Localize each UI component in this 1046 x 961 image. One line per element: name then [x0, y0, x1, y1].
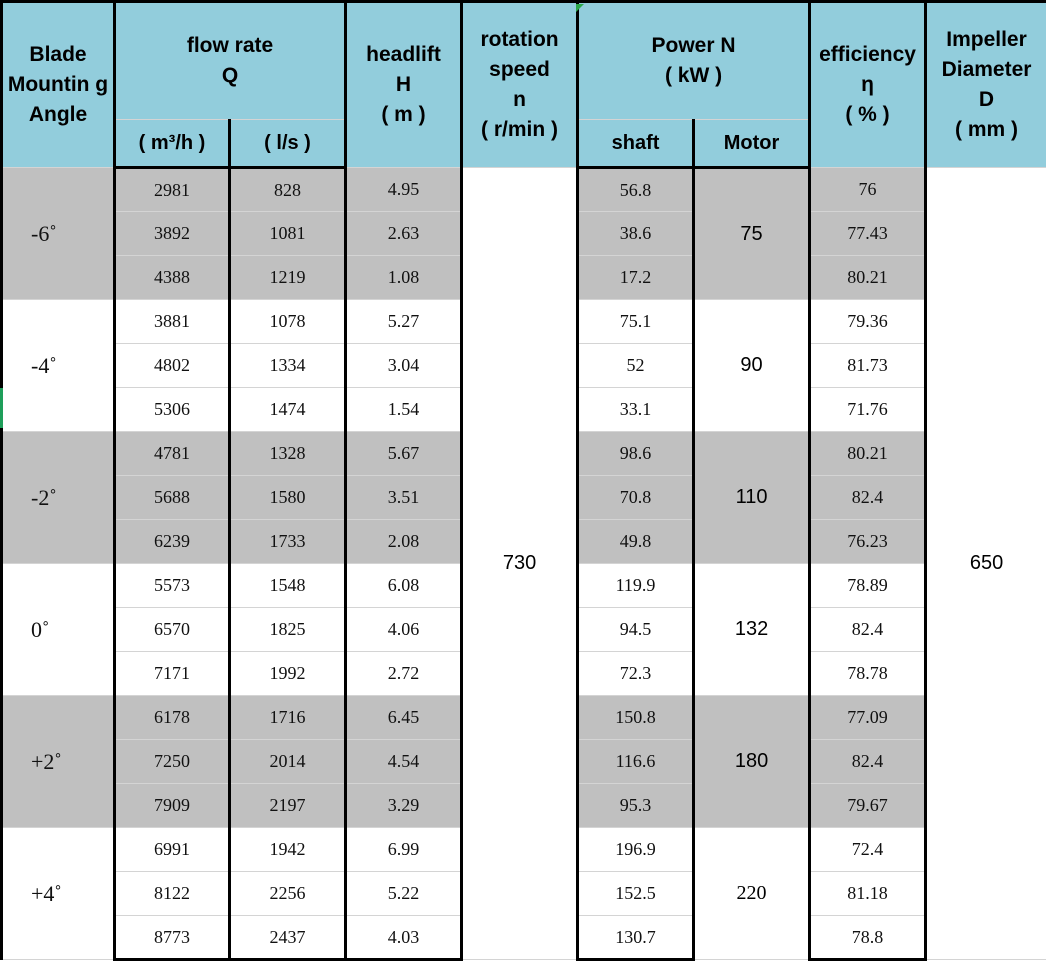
flow-ls-cell[interactable]: 828 — [230, 168, 346, 212]
shaft-power-cell[interactable]: 95.3 — [578, 784, 694, 828]
flow-ls-cell[interactable]: 1219 — [230, 256, 346, 300]
flow-ls-cell[interactable]: 2437 — [230, 916, 346, 960]
flow-ls-cell[interactable]: 1078 — [230, 300, 346, 344]
table-row — [2, 168, 1046, 212]
flow-m3h-cell[interactable]: 4802 — [115, 344, 230, 388]
shaft-power-cell[interactable]: 17.2 — [578, 256, 694, 300]
flow-m3h-cell[interactable]: 8122 — [115, 872, 230, 916]
motor-power-cell[interactable]: 220 — [694, 828, 810, 960]
flow-ls-cell[interactable]: 1992 — [230, 652, 346, 696]
flow-m3h-cell[interactable]: 3881 — [115, 300, 230, 344]
blade-angle-cell[interactable]: -6˚ — [2, 168, 115, 300]
shaft-power-cell[interactable]: 52 — [578, 344, 694, 388]
flow-ls-cell[interactable]: 2256 — [230, 872, 346, 916]
headlift-cell[interactable]: 3.51 — [346, 476, 462, 520]
headlift-cell[interactable]: 4.95 — [346, 168, 462, 212]
shaft-power-cell[interactable]: 196.9 — [578, 828, 694, 872]
efficiency-cell[interactable]: 79.67 — [810, 784, 926, 828]
header-shaft[interactable]: shaft — [578, 120, 694, 168]
flow-m3h-cell[interactable]: 5688 — [115, 476, 230, 520]
shaft-power-cell[interactable]: 56.8 — [578, 168, 694, 212]
flow-ls-cell[interactable]: 1580 — [230, 476, 346, 520]
headlift-cell[interactable]: 2.63 — [346, 212, 462, 256]
header-unit-m3h[interactable]: ( m³/h ) — [115, 120, 230, 168]
efficiency-cell[interactable]: 82.4 — [810, 476, 926, 520]
shaft-power-cell[interactable]: 98.6 — [578, 432, 694, 476]
motor-power-cell[interactable]: 180 — [694, 696, 810, 828]
motor-power-cell[interactable]: 110 — [694, 432, 810, 564]
headlift-cell[interactable]: 2.08 — [346, 520, 462, 564]
comment-indicator-icon — [576, 4, 584, 12]
flow-ls-cell[interactable]: 1942 — [230, 828, 346, 872]
headlift-cell[interactable]: 4.06 — [346, 608, 462, 652]
header-motor[interactable]: Motor — [694, 120, 810, 168]
efficiency-cell[interactable]: 82.4 — [810, 740, 926, 784]
shaft-power-cell[interactable]: 116.6 — [578, 740, 694, 784]
flow-ls-cell[interactable]: 1081 — [230, 212, 346, 256]
efficiency-cell[interactable]: 81.73 — [810, 344, 926, 388]
efficiency-cell[interactable]: 82.4 — [810, 608, 926, 652]
header-impeller-diameter[interactable]: Impeller Diameter D ( mm ) — [926, 2, 1046, 168]
headlift-cell[interactable]: 1.08 — [346, 256, 462, 300]
flow-ls-cell[interactable]: 1334 — [230, 344, 346, 388]
flow-m3h-cell[interactable]: 5573 — [115, 564, 230, 608]
headlift-cell[interactable]: 6.08 — [346, 564, 462, 608]
header-rotation-speed[interactable]: rotation speed n ( r/min ) — [462, 2, 578, 168]
motor-power-cell[interactable]: 75 — [694, 168, 810, 300]
headlift-cell[interactable]: 6.99 — [346, 828, 462, 872]
flow-m3h-cell[interactable]: 2981 — [115, 168, 230, 212]
header-headlift[interactable]: headlift H ( m ) — [346, 2, 462, 168]
efficiency-cell[interactable]: 80.21 — [810, 256, 926, 300]
efficiency-cell[interactable]: 76.23 — [810, 520, 926, 564]
shaft-power-cell[interactable]: 150.8 — [578, 696, 694, 740]
efficiency-cell[interactable]: 77.09 — [810, 696, 926, 740]
headlift-cell[interactable]: 3.29 — [346, 784, 462, 828]
headlift-cell[interactable]: 3.04 — [346, 344, 462, 388]
table-body — [2, 168, 1046, 960]
header-flow-rate[interactable]: flow rate Q — [115, 2, 346, 120]
flow-m3h-cell[interactable]: 6991 — [115, 828, 230, 872]
shaft-power-cell[interactable]: 119.9 — [578, 564, 694, 608]
efficiency-cell[interactable]: 72.4 — [810, 828, 926, 872]
headlift-cell[interactable]: 2.72 — [346, 652, 462, 696]
efficiency-cell[interactable]: 78.89 — [810, 564, 926, 608]
flow-ls-cell[interactable]: 1548 — [230, 564, 346, 608]
efficiency-cell[interactable]: 81.18 — [810, 872, 926, 916]
shaft-power-cell[interactable]: 38.6 — [578, 212, 694, 256]
flow-m3h-cell[interactable]: 7909 — [115, 784, 230, 828]
shaft-power-cell[interactable]: 33.1 — [578, 388, 694, 432]
efficiency-cell[interactable]: 78.78 — [810, 652, 926, 696]
headlift-cell[interactable]: 5.67 — [346, 432, 462, 476]
flow-m3h-cell[interactable]: 6178 — [115, 696, 230, 740]
flow-ls-cell[interactable]: 1328 — [230, 432, 346, 476]
flow-m3h-cell[interactable]: 4781 — [115, 432, 230, 476]
blade-angle-cell[interactable]: -4˚ — [2, 300, 115, 432]
rotation-speed-cell[interactable]: 730 — [462, 168, 578, 960]
blade-angle-cell[interactable]: +4˚ — [2, 828, 115, 960]
shaft-power-cell[interactable]: 152.5 — [578, 872, 694, 916]
impeller-diameter-cell[interactable]: 650 — [926, 168, 1046, 960]
flow-m3h-cell[interactable]: 6570 — [115, 608, 230, 652]
efficiency-cell[interactable]: 80.21 — [810, 432, 926, 476]
flow-ls-cell[interactable]: 2014 — [230, 740, 346, 784]
shaft-power-cell[interactable]: 94.5 — [578, 608, 694, 652]
flow-ls-cell[interactable]: 2197 — [230, 784, 346, 828]
headlift-cell[interactable]: 1.54 — [346, 388, 462, 432]
flow-m3h-cell[interactable]: 5306 — [115, 388, 230, 432]
header-power[interactable]: Power N ( kW ) — [578, 2, 810, 120]
blade-angle-cell[interactable]: +2˚ — [2, 696, 115, 828]
cell-selection-marker — [0, 388, 3, 428]
efficiency-cell[interactable]: 77.43 — [810, 212, 926, 256]
flow-ls-cell[interactable]: 1825 — [230, 608, 346, 652]
headlift-cell[interactable]: 5.22 — [346, 872, 462, 916]
flow-ls-cell[interactable]: 1474 — [230, 388, 346, 432]
efficiency-cell[interactable]: 78.8 — [810, 916, 926, 960]
flow-m3h-cell[interactable]: 3892 — [115, 212, 230, 256]
header-blade-angle[interactable]: Blade Mountin g Angle — [2, 2, 115, 168]
motor-power-cell[interactable]: 132 — [694, 564, 810, 696]
flow-m3h-cell[interactable]: 4388 — [115, 256, 230, 300]
header-unit-ls[interactable]: ( l/s ) — [230, 120, 346, 168]
efficiency-cell[interactable]: 76 — [810, 168, 926, 212]
flow-ls-cell[interactable]: 1733 — [230, 520, 346, 564]
header-efficiency[interactable]: efficiency η ( % ) — [810, 2, 926, 168]
efficiency-cell[interactable]: 71.76 — [810, 388, 926, 432]
blade-angle-cell[interactable]: 0˚ — [2, 564, 115, 696]
flow-m3h-cell[interactable]: 7250 — [115, 740, 230, 784]
shaft-power-cell[interactable]: 75.1 — [578, 300, 694, 344]
blade-angle-cell[interactable]: -2˚ — [2, 432, 115, 564]
flow-m3h-cell[interactable]: 8773 — [115, 916, 230, 960]
flow-m3h-cell[interactable]: 6239 — [115, 520, 230, 564]
headlift-cell[interactable]: 5.27 — [346, 300, 462, 344]
motor-power-cell[interactable]: 90 — [694, 300, 810, 432]
shaft-power-cell[interactable]: 130.7 — [578, 916, 694, 960]
shaft-power-cell[interactable]: 49.8 — [578, 520, 694, 564]
headlift-cell[interactable]: 6.45 — [346, 696, 462, 740]
efficiency-cell[interactable]: 79.36 — [810, 300, 926, 344]
shaft-power-cell[interactable]: 70.8 — [578, 476, 694, 520]
headlift-cell[interactable]: 4.03 — [346, 916, 462, 960]
shaft-power-cell[interactable]: 72.3 — [578, 652, 694, 696]
flow-m3h-cell[interactable]: 7171 — [115, 652, 230, 696]
flow-ls-cell[interactable]: 1716 — [230, 696, 346, 740]
headlift-cell[interactable]: 4.54 — [346, 740, 462, 784]
